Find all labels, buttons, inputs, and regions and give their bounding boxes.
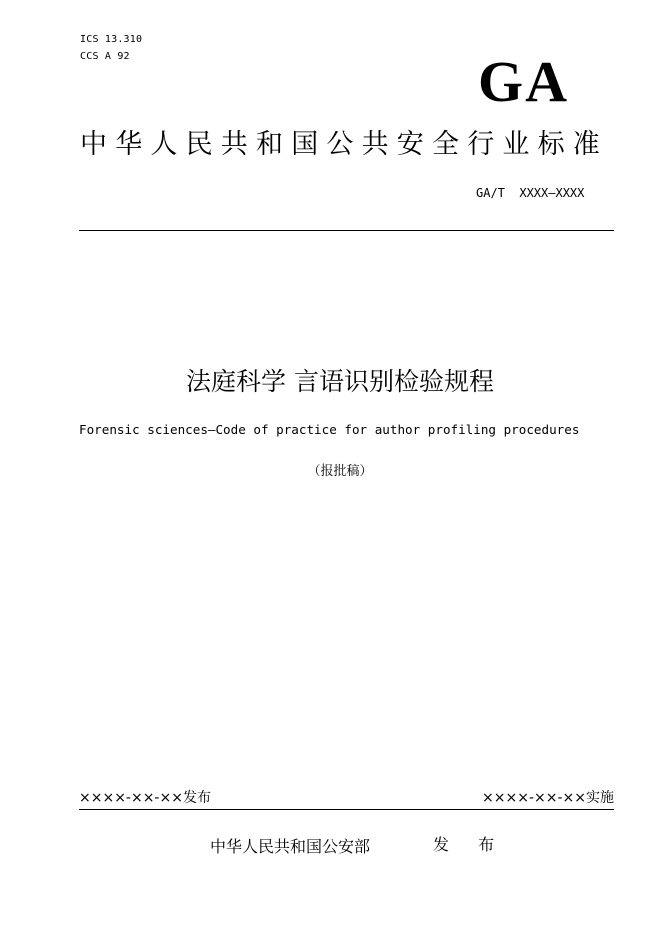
issue-action: 发 布: [433, 835, 507, 854]
title-cn-main: 言语识别检验规程: [293, 367, 494, 396]
ccs-code: CCS A 92: [80, 51, 130, 62]
ics-code: ICS 13.310: [80, 34, 143, 45]
ga-logo: GA: [478, 49, 569, 114]
top-divider: [79, 230, 614, 231]
document-title-cn: [0, 366, 662, 398]
implementation-date: ××××-××-××实施: [482, 790, 614, 806]
title-cn-prefix: 法庭科学: [186, 367, 287, 396]
document-title-en: Forensic sciences—Code of practice for author profiling procedures: [79, 422, 580, 437]
issue-date: ××××-××-××发布: [79, 790, 211, 806]
issuing-authority: 中华人民共和国公安部: [210, 837, 371, 856]
standard-number: GA/T XXXX—XXXX: [476, 186, 585, 200]
draft-status: （报批稿）: [307, 464, 373, 479]
standard-type-title: 中华人民共和国公共安全行业标准: [80, 129, 608, 160]
bottom-divider: [79, 809, 614, 810]
